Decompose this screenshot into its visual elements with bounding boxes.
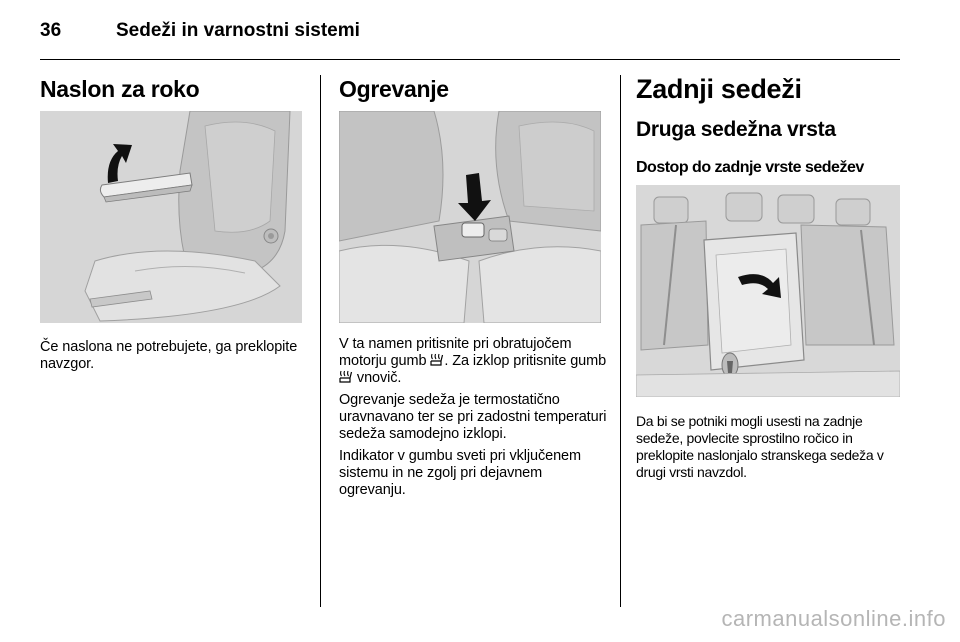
heating-paragraph-1: V ta namen pritisnite pri obratujočem motorju gumb . Za izklop pritisnite gumb vnovič. bbox=[339, 336, 607, 386]
heating-illustration bbox=[339, 111, 601, 323]
heating-paragraph-2: Ogrevanje sedeža je termostatično uravnavano ter se pri zadostni temperaturi sedeža samodejno izklopi. bbox=[339, 392, 607, 442]
heating-text bbox=[339, 336, 609, 504]
rear-seats-paragraph: Da bi se potniki mogli usesti na zadnje sedeže, povlecite sprostilno ročico in preklopite naslonjalo stranskega sedeža v drugi vrsti navzdol. bbox=[636, 413, 884, 480]
access-heading: Dostop do zadnje vrste sedežev bbox=[636, 159, 864, 176]
rear-seats-text bbox=[636, 413, 904, 486]
armrest-paragraph: Če naslona ne potrebujete, ga preklopite navzgor. bbox=[40, 339, 298, 372]
rear-seats-illustration bbox=[636, 185, 900, 397]
page-number: 36 bbox=[40, 20, 62, 41]
column-divider bbox=[620, 75, 621, 607]
column-divider bbox=[320, 75, 321, 607]
armrest-heading: Naslon za roko bbox=[40, 76, 200, 102]
running-head: Sedeži in varnostni sistemi bbox=[116, 20, 360, 41]
second-row-heading: Druga sedežna vrsta bbox=[636, 118, 836, 141]
heating-heading: Ogrevanje bbox=[339, 76, 449, 102]
armrest-text bbox=[40, 339, 310, 378]
heating-paragraph-3: Indikator v gumbu sveti pri vključenem sistemu in ne zgolj pri dejavnem ogrevanju. bbox=[339, 448, 581, 498]
seat-heating-icon bbox=[339, 370, 353, 383]
watermark: carmanualsonline.info bbox=[721, 606, 946, 631]
header-rule bbox=[40, 59, 900, 60]
armrest-illustration bbox=[40, 111, 302, 323]
seat-heating-icon bbox=[430, 353, 444, 366]
rear-seats-heading: Zadnji sedeži bbox=[636, 74, 802, 104]
